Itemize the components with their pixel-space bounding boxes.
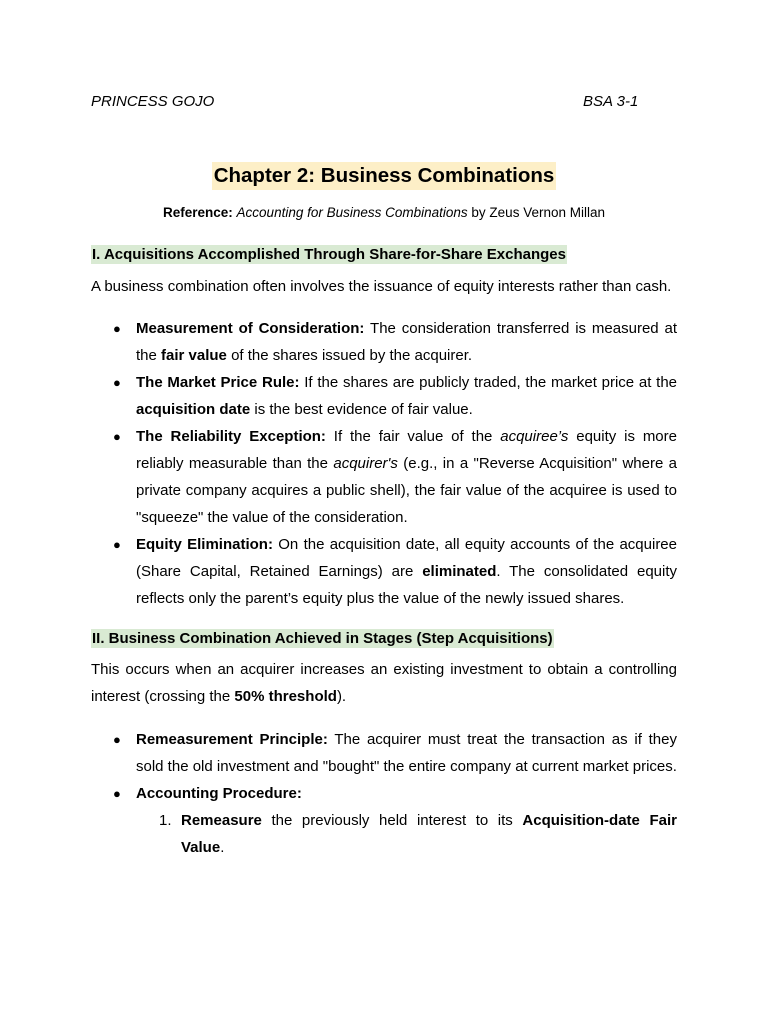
reference-label: Reference: [163,205,233,220]
section-1-intro: A business combination often involves the issuance of equity interests rather than cash. [91,278,672,295]
bullet-label: Accounting Procedure: [136,785,302,802]
bullet-text: is the best evidence of fair value. [250,401,473,418]
list-item [91,531,677,612]
student-section: BSA 3-1 [583,93,639,110]
bullet-icon: ● [113,537,121,552]
bullet-text: If the fair value of the [325,428,501,445]
bullet-text: of the shares issued by the acquirer. [226,347,473,364]
bullet-text: equity is more reliably measurable than the [136,428,677,472]
bullet-icon: ● [113,429,121,444]
list-item [91,780,677,861]
bullet-label: Remeasurement Principle: [136,731,328,748]
bullet-icon: ● [113,732,121,747]
intro-emphasis: 50% threshold [234,688,337,705]
step-emphasis: Acquisition-date Fair Value [181,812,677,856]
list-item [91,369,677,423]
bullet-text: (e.g., in a "Reverse Acquisition" where a private company acquires a public shell), the fair value of the acquiree is used to "squeeze" the value of the consideration. [136,455,677,526]
list-item [91,423,677,531]
bullet-label: The Reliability Exception: [136,428,326,445]
bullet-label: Measurement of Consideration: [136,320,365,337]
intro-text: This occurs when an acquirer increases an existing investment to obtain a controlling interest (crossing the [91,661,677,705]
step-emphasis: Remeasure [181,812,262,829]
section-1-heading: I. Acquisitions Accomplished Through Share-for-Share Exchanges [92,246,566,263]
bullet-text: . The consolidated equity reflects only the parent’s equity plus the value of the newly issued shares. [136,563,677,607]
procedure-step [136,807,677,861]
bullet-icon: ● [113,786,121,801]
bullet-icon: ● [113,375,121,390]
bullet-text: On the acquisition date, all equity accounts of the acquiree (Share Capital, Retained Earnings) are [136,536,677,580]
reference-book: Accounting for Business Combinations [236,205,468,220]
step-text: . [220,839,225,856]
step-number: 1. [159,812,172,829]
bullet-italic: acquiree’s [500,428,569,445]
bullet-emphasis: fair value [161,347,227,364]
bullet-icon: ● [113,321,121,336]
reference-author: by Zeus Vernon Millan [467,205,605,220]
section-2-intro [91,656,677,710]
section-1-bullets [91,315,677,612]
bullet-text: If the shares are publicly traded, the market price at the [299,374,678,391]
bullet-emphasis: acquisition date [136,401,251,418]
title-wrap [0,162,768,190]
bullet-text: The acquirer must treat the transaction as if they sold the old investment and "bought" the entire company at current market prices. [136,731,677,775]
student-name: PRINCESS GOJO [91,93,215,110]
step-text: the previously held interest to its [261,812,523,829]
bullet-label: The Market Price Rule: [136,374,300,391]
reference-line [0,205,768,220]
bullet-text: The consideration transferred is measured at the [136,320,678,364]
list-item [91,726,677,780]
procedure-steps [136,807,677,861]
section-2-heading: II. Business Combination Achieved in Stages (Step Acquisitions) [92,630,553,647]
intro-text: ). [336,688,347,705]
bullet-emphasis: eliminated [422,563,497,580]
chapter-title: Chapter 2: Business Combinations [212,162,557,190]
bullet-label: Equity Elimination: [136,536,273,553]
list-item [91,315,677,369]
bullet-italic: acquirer's [333,455,398,472]
section-2-bullets [91,726,677,861]
